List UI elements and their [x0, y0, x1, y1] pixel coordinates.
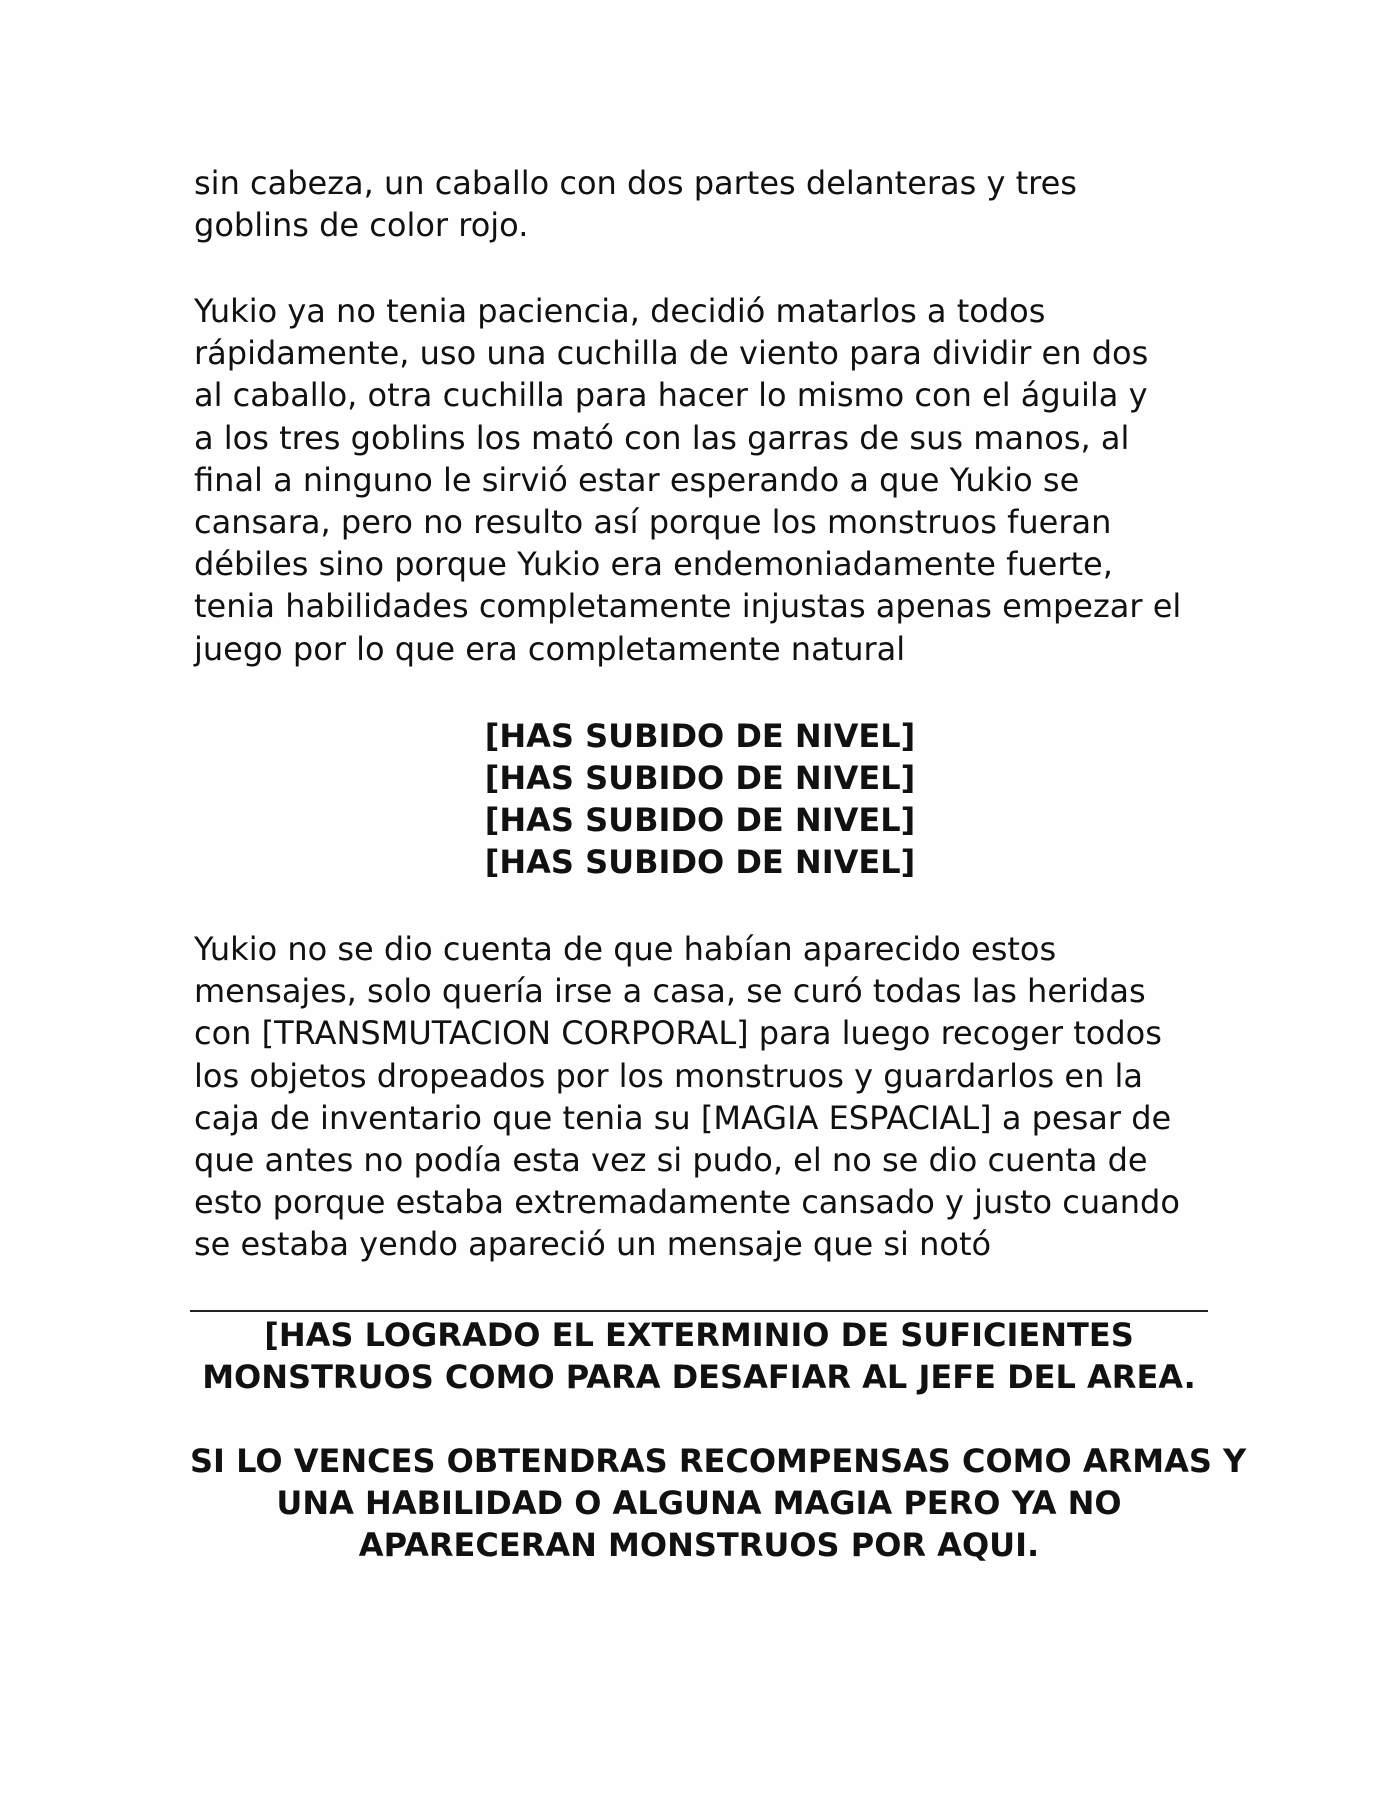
text-line: final a ninguno le sirvió estar esperando a que Yukio se — [194, 460, 1080, 499]
level-up-message: [HAS SUBIDO DE NIVEL] — [484, 801, 916, 839]
system-message-line: MONSTRUOS COMO PARA DESAFIAR AL JEFE DEL AREA. — [202, 1358, 1196, 1396]
text-line: esto porque estaba extremadamente cansado y justo cuando — [194, 1183, 1180, 1222]
level-up-message: [HAS SUBIDO DE NIVEL] — [484, 717, 916, 755]
text-line: se estaba yendo apareció un mensaje que si notó — [194, 1225, 992, 1264]
text-line: caja de inventario que tenia su [MAGIA ESPACIAL] a pesar de — [194, 1098, 1172, 1137]
narrative-paragraph-1 — [194, 162, 1214, 246]
level-up-message: [HAS SUBIDO DE NIVEL] — [484, 843, 916, 881]
text-line: cansara, pero no resulto así porque los monstruos fueran — [194, 503, 1112, 542]
text-line: rápidamente, uso una cuchilla de viento para dividir en dos — [194, 334, 1149, 373]
text-line: sin cabeza, un caballo con dos partes delanteras y tres — [194, 164, 1077, 202]
text-line: Yukio no se dio cuenta de que habían aparecido estos — [194, 930, 1057, 968]
system-message-part-1 — [190, 1314, 1208, 1398]
text-line: a los tres goblins los mató con las garras de sus manos, al — [194, 418, 1130, 457]
text-line: tenia habilidades completamente injustas apenas empezar el — [194, 587, 1182, 626]
system-message-line: UNA HABILIDAD O ALGUNA MAGIA PERO YA NO — [276, 1484, 1122, 1522]
text-line: Yukio ya no tenia paciencia, decidió matarlos a todos — [194, 292, 1046, 330]
text-line: que antes no podía esta vez si pudo, el no se dio cuenta de — [194, 1141, 1148, 1180]
text-line: con [TRANSMUTACION CORPORAL] para luego recoger todos — [194, 1014, 1162, 1053]
narrative-paragraph-3 — [194, 928, 1214, 1266]
level-up-messages — [0, 715, 1400, 883]
system-message-line: APARECERAN MONSTRUOS POR AQUI. — [358, 1526, 1040, 1564]
system-message-line: SI LO VENCES OBTENDRAS RECOMPENSAS COMO ARMAS Y — [190, 1442, 1247, 1480]
narrative-paragraph-2 — [194, 290, 1214, 670]
level-up-message: [HAS SUBIDO DE NIVEL] — [484, 759, 916, 797]
system-message-part-2 — [190, 1440, 1247, 1566]
text-line: débiles sino porque Yukio era endemoniadamente fuerte, — [194, 545, 1113, 584]
text-line: goblins de color rojo. — [194, 206, 529, 245]
text-line: los objetos dropeados por los monstruos y guardarlos en la — [194, 1056, 1144, 1095]
text-line: mensajes, solo quería irse a casa, se curó todas las heridas — [194, 972, 1146, 1011]
section-divider — [190, 1310, 1208, 1312]
text-line: al caballo, otra cuchilla para hacer lo mismo con el águila y — [194, 376, 1148, 415]
text-line: juego por lo que era completamente natural — [194, 629, 906, 668]
system-message-line: [HAS LOGRADO EL EXTERMINIO DE SUFICIENTES — [264, 1316, 1134, 1354]
